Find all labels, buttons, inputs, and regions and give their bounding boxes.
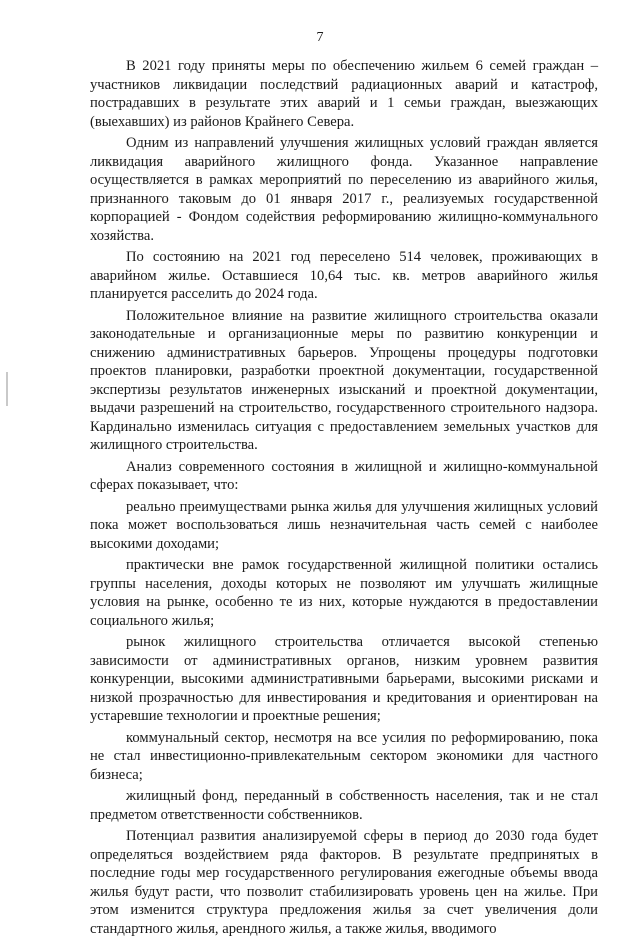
paragraph-11: Потенциал развития анализируемой сферы в период до 2030 года будет определяться воздействием ряда факторов. В результате предпринятых в последние годы мер государственного регулирования ежегодные объемы ввода жилья будут расти, что позволит стабилизировать уровень цен на жилье. При этом изменится структура предложения жилья за счет увеличения доли стандартного жилья, арендного жилья, а также жилья, вводимого: [90, 828, 598, 937]
paragraph-2: Одним из направлений улучшения жилищных условий граждан является ликвидация аварийного жилищного фонда. Указанное направление осуществляется в рамках мероприятий по переселению из аварийного жилья, признанного таковым до 01 января 2017 г., реализуемых государственной корпорацией - Фондом содействия реформированию жилищно-коммунального хозяйства.: [90, 135, 598, 244]
paragraph-5: Анализ современного состояния в жилищной и жилищно-коммунальной сферах показывает, что:: [90, 458, 598, 493]
paragraph-6: реально преимуществами рынка жилья для улучшения жилищных условий пока может воспользоваться лишь незначительная часть семей с наиболее высокими доходами;: [90, 498, 598, 552]
paragraph-7: практически вне рамок государственной жилищной политики остались группы населения, доходы которых не позволяют им улучшать жилищные условия на рынке, особенно те из них, которые нуждаются в предоставлении социального жилья;: [90, 557, 598, 629]
paragraph-3: По состоянию на 2021 год переселено 514 человек, проживающих в аварийном жилье. Оставшиеся 10,64 тыс. кв. метров аварийного жилья планируется расселить до 2024 года.: [90, 249, 598, 302]
paragraph-10: жилищный фонд, переданный в собственность населения, так и не стал предметом ответственности собственников.: [90, 788, 598, 823]
paragraph-4: Положительное влияние на развитие жилищного строительства оказали законодательные и организационные меры по развитию конкуренции и снижению административных барьеров. Упрощены процедуры подготовки проектов планировки, разработки проектной документации, государственной экспертизы результатов инженерных изысканий и проектной документации, выдачи разрешений на строительство, государственного строительного надзора. Кардинально изменилась ситуация с предоставлением земельных участков для жилищного строительства.: [90, 307, 598, 453]
paragraph-9: коммунальный сектор, несмотря на все усилия по реформированию, пока не стал инвестиционно-привлекательным сектором экономики для частного бизнеса;: [90, 729, 598, 783]
document-body: [90, 57, 598, 941]
page-number: 7: [316, 30, 324, 45]
paragraph-1: В 2021 году приняты меры по обеспечению жильем 6 семей граждан – участников ликвидации последствий радиационных аварий и катастроф, пострадавших в результате этих аварий и 1 семьи граждан, выезжающих (выехавших) из районов Крайнего Севера.: [90, 58, 598, 130]
margin-scan-mark: [6, 372, 8, 406]
paragraph-8: рынок жилищного строительства отличается высокой степенью зависимости от административных органов, низким уровнем развития конкуренции, высокими административными барьерами, высокими рисками и низкой прозрачностью для инвестирования и кредитования и ориентирован на устаревшие технологии и проектные решения;: [90, 634, 598, 724]
